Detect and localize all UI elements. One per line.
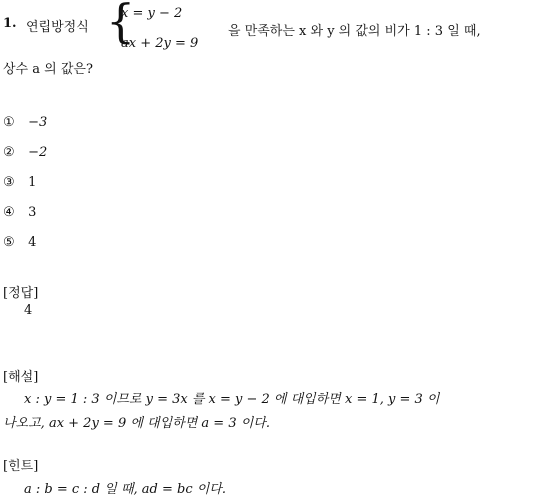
choice-3[interactable] [3, 175, 36, 190]
choice-2-value: −2 [28, 145, 48, 160]
question-condition: 을 만족하는 x 와 y 의 값의 비가 1 : 3 일 때, [228, 24, 481, 39]
choice-5-mark: ⑤ [3, 235, 15, 250]
choice-1-mark: ① [3, 115, 15, 130]
choice-1-value: −3 [28, 115, 48, 130]
choice-2-mark: ② [3, 145, 15, 160]
choice-4[interactable] [3, 205, 36, 220]
choice-5[interactable] [3, 235, 36, 250]
choice-5-value: 4 [28, 235, 37, 250]
explanation-heading: [해설] [3, 370, 39, 385]
explanation-line-1: x : y = 1 : 3 이므로 y = 3x 를 x = y − 2 에 대입하면 x = 1, y = 3 이 [24, 392, 440, 407]
choice-4-mark: ④ [3, 205, 15, 220]
equation-2: ax + 2y = 9 [121, 36, 199, 51]
question-lead: 연립방정식 [26, 20, 89, 35]
answer-heading: [정답] [3, 286, 39, 301]
choice-3-value: 1 [28, 175, 37, 190]
question-number: 1. [3, 16, 17, 31]
hint-heading: [힌트] [3, 459, 39, 474]
choice-2[interactable] [3, 145, 47, 160]
explanation-line-2: 나오고, ax + 2y = 9 에 대입하면 a = 3 이다. [3, 416, 270, 431]
question-line-2: 상수 a 의 값은? [3, 62, 93, 77]
system-brace: { [106, 0, 136, 48]
answer-value: 4 [24, 303, 33, 318]
choice-3-mark: ③ [3, 175, 15, 190]
hint-line-1: a : b = c : d 일 때, ad = bc 이다. [24, 482, 226, 497]
equation-1: x = y − 2 [121, 6, 183, 21]
choice-4-value: 3 [28, 205, 37, 220]
choice-1[interactable] [3, 115, 47, 130]
